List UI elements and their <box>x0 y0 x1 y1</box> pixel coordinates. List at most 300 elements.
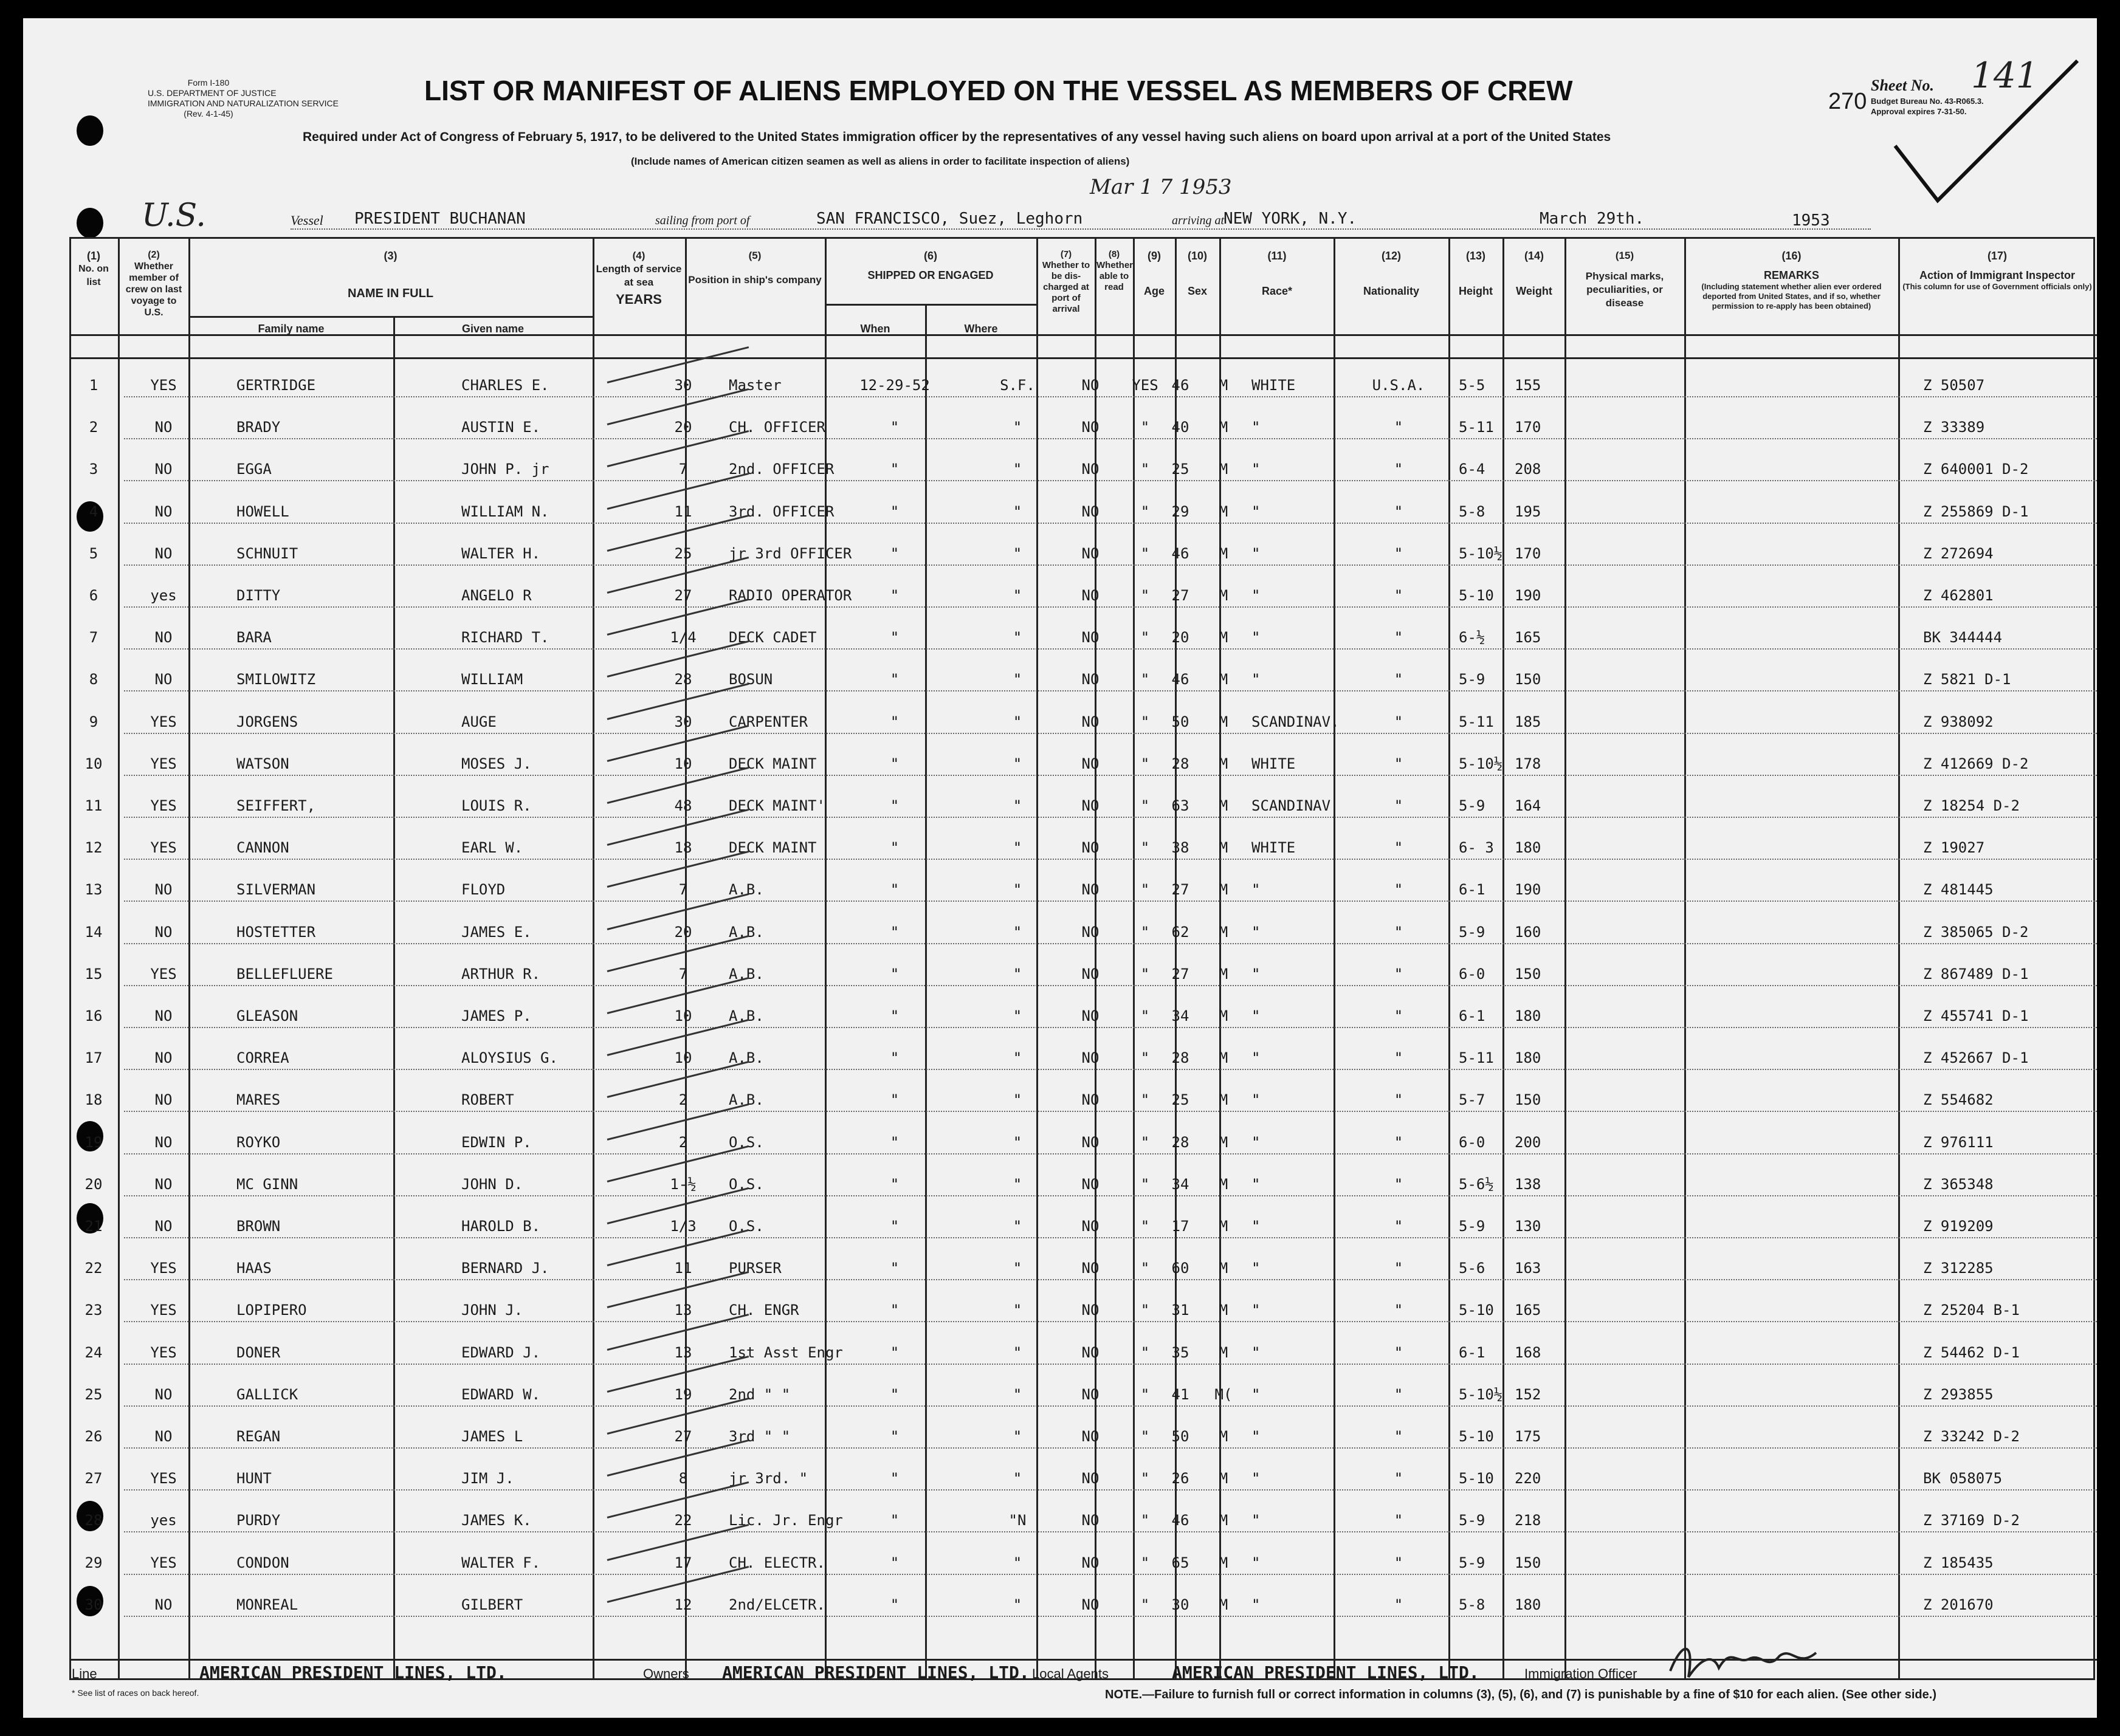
cell-last-voyage: NO <box>154 419 173 436</box>
cell-given-name: AUGE <box>461 713 497 730</box>
table-row <box>69 701 2097 743</box>
cell-age: 63 <box>1171 797 1189 814</box>
cell-discharge: NO <box>1081 1554 1100 1571</box>
cell-given-name: GILBERT <box>461 1596 523 1613</box>
cell-service-length: 2 <box>678 1133 688 1151</box>
cell-age: 65 <box>1171 1554 1189 1571</box>
cell-shipped-where: " <box>1013 629 1022 647</box>
sheet-label: Sheet No. <box>1871 77 1934 94</box>
cell-inspector-action: Z 976111 <box>1923 1133 1994 1151</box>
cell-position: A.B. <box>729 1049 764 1067</box>
cell-family-name: HOWELL <box>236 503 289 520</box>
cell-shipped-when: " <box>890 1596 900 1613</box>
cell-able-to-read: " <box>1140 1470 1150 1487</box>
cell-given-name: EDWIN P. <box>461 1133 532 1151</box>
cell-position: DECK MAINT <box>729 755 817 772</box>
cell-service-length: 2 <box>678 1091 688 1109</box>
cell-shipped-where: " <box>1013 839 1022 857</box>
cell-last-voyage: NO <box>154 1133 173 1151</box>
header-c17: (17) Action of Immigrant Inspector (This column for use of Government officials only) <box>1902 250 2092 291</box>
arrival-year: 1953 <box>1792 211 1830 230</box>
cell-discharge: NO <box>1081 1512 1100 1529</box>
cell-given-name: WILLIAM <box>461 671 523 688</box>
cell-nationality: " <box>1394 1470 1403 1487</box>
cell-position: 3rd. OFFICER <box>729 503 835 520</box>
cell-given-name: ROBERT <box>461 1091 514 1109</box>
header-c13: (13) Height <box>1459 250 1493 297</box>
cell-race: " <box>1251 1596 1261 1613</box>
handwritten-us: U.S. <box>142 197 206 234</box>
cell-weight: 200 <box>1515 1133 1541 1151</box>
cell-shipped-where: " <box>1013 587 1022 604</box>
cell-row-number: 30 <box>84 1596 103 1613</box>
table-row <box>69 869 2097 911</box>
cell-inspector-action: Z 5821 D-1 <box>1923 671 2011 688</box>
cell-service-length: 22 <box>674 1512 692 1529</box>
table-row <box>69 533 2097 575</box>
cell-given-name: RICHARD T. <box>461 629 549 647</box>
cell-shipped-when: " <box>890 965 900 983</box>
cell-inspector-action: Z 37169 D-2 <box>1923 1512 2020 1529</box>
cell-weight: 150 <box>1515 1554 1541 1571</box>
cell-race: " <box>1251 503 1261 520</box>
header-c11: (11) Race* <box>1261 250 1293 297</box>
cell-position: jr 3rd. " <box>729 1470 808 1487</box>
cell-shipped-where: S.F. <box>1000 377 1035 394</box>
cell-position: O.S. <box>729 1175 764 1193</box>
cell-last-voyage: yes <box>150 587 177 604</box>
cell-given-name: FLOYD <box>461 881 506 899</box>
cell-age: 50 <box>1171 1428 1189 1445</box>
page-title: LIST OR MANIFEST OF ALIENS EMPLOYED ON THE VESSEL AS MEMBERS OF CREW <box>424 75 1573 106</box>
cell-inspector-action: Z 312285 <box>1923 1260 1994 1277</box>
cell-row-number: 17 <box>84 1049 103 1067</box>
cell-inspector-action: Z 365348 <box>1923 1175 1994 1193</box>
cell-weight: 180 <box>1515 1596 1541 1613</box>
cell-shipped-when: " <box>890 923 900 941</box>
cell-service-length: 12 <box>674 1596 692 1613</box>
cell-given-name: EDWARD W. <box>461 1385 541 1403</box>
cell-position: CH. ENGR <box>729 1302 799 1319</box>
cell-shipped-when: " <box>890 1343 900 1361</box>
cell-inspector-action: Z 412669 D-2 <box>1923 755 2029 772</box>
races-note: * See list of races on back hereof. <box>72 1688 199 1698</box>
cell-given-name: WALTER H. <box>461 544 541 562</box>
cell-given-name: JIM J. <box>461 1470 514 1487</box>
cell-height: 6-1 <box>1459 1007 1485 1024</box>
cell-discharge: NO <box>1081 1133 1100 1151</box>
cell-discharge: NO <box>1081 503 1100 520</box>
cell-row-number: 27 <box>84 1470 103 1487</box>
cell-weight: 165 <box>1515 1302 1541 1319</box>
cell-nationality: " <box>1394 1133 1403 1151</box>
cell-nationality: " <box>1394 1302 1403 1319</box>
cell-age: 31 <box>1171 1302 1189 1319</box>
cell-last-voyage: YES <box>150 965 177 983</box>
cell-race: " <box>1251 1343 1261 1361</box>
cell-given-name: JAMES L <box>461 1428 523 1445</box>
cell-position: 2nd " " <box>729 1385 791 1403</box>
cell-family-name: SMILOWITZ <box>236 671 316 688</box>
cell-shipped-when: " <box>890 1512 900 1529</box>
cell-able-to-read: " <box>1140 587 1150 604</box>
cell-race: " <box>1251 1133 1261 1151</box>
cell-sex: M <box>1219 419 1228 436</box>
table-row <box>69 953 2097 995</box>
cell-service-length: 10 <box>674 755 692 772</box>
service: IMMIGRATION AND NATURALIZATION SERVICE <box>148 98 339 108</box>
cell-race: " <box>1251 544 1261 562</box>
cell-able-to-read: " <box>1140 1512 1150 1529</box>
header-c3a: Family name <box>258 323 325 335</box>
cell-sex: M <box>1219 965 1228 983</box>
cell-position: RADIO OPERATOR <box>729 587 852 604</box>
cell-shipped-when: " <box>890 1385 900 1403</box>
cell-service-length: 13 <box>674 1343 692 1361</box>
cell-sex: M <box>1219 1302 1228 1319</box>
cell-nationality: " <box>1394 629 1403 647</box>
cell-age: 46 <box>1171 1512 1189 1529</box>
cell-age: 25 <box>1171 461 1189 478</box>
cell-row-number: 16 <box>84 1007 103 1024</box>
cell-discharge: NO <box>1081 1385 1100 1403</box>
cell-given-name: LOUIS R. <box>461 797 532 814</box>
cell-service-length: 20 <box>674 923 692 941</box>
cell-shipped-where: " <box>1013 797 1022 814</box>
cell-family-name: CONDON <box>236 1554 289 1571</box>
cell-height: 5-11 <box>1459 419 1494 436</box>
cell-race: " <box>1251 671 1261 688</box>
cell-shipped-where: " <box>1013 1554 1022 1571</box>
header-c6a: When <box>860 323 890 335</box>
cell-age: 62 <box>1171 923 1189 941</box>
cell-shipped-when: " <box>890 629 900 647</box>
cell-able-to-read: " <box>1140 1596 1150 1613</box>
cell-service-length: 28 <box>674 671 692 688</box>
cell-discharge: NO <box>1081 1007 1100 1024</box>
cell-position: 2nd. OFFICER <box>729 461 835 478</box>
cell-age: 27 <box>1171 881 1189 899</box>
cell-able-to-read: " <box>1140 461 1150 478</box>
cell-able-to-read: " <box>1140 797 1150 814</box>
owners-value: AMERICAN PRESIDENT LINES, LTD. <box>722 1662 1030 1683</box>
cell-row-number: 13 <box>84 881 103 899</box>
cell-race: " <box>1251 587 1261 604</box>
table-row <box>69 407 2097 448</box>
cell-able-to-read: " <box>1140 629 1150 647</box>
cell-given-name: WILLIAM N. <box>461 503 549 520</box>
cell-discharge: NO <box>1081 461 1100 478</box>
cell-last-voyage: NO <box>154 1385 173 1403</box>
cell-inspector-action: Z 19027 <box>1923 839 1985 857</box>
cell-shipped-when: " <box>890 1133 900 1151</box>
cell-able-to-read: " <box>1140 419 1150 436</box>
cell-inspector-action: Z 50507 <box>1923 377 1985 394</box>
cell-family-name: PURDY <box>236 1512 281 1529</box>
cell-service-length: 13 <box>674 1302 692 1319</box>
cell-nationality: " <box>1394 1260 1403 1277</box>
cell-family-name: BELLEFLUERE <box>236 965 333 983</box>
cell-race: " <box>1251 1049 1261 1067</box>
cell-race: " <box>1251 1470 1261 1487</box>
cell-height: 5-9 <box>1459 1554 1485 1571</box>
cell-height: 5-9 <box>1459 797 1485 814</box>
cell-weight: 178 <box>1515 755 1541 772</box>
cell-last-voyage: NO <box>154 1091 173 1109</box>
cell-shipped-when: " <box>890 503 900 520</box>
cell-last-voyage: NO <box>154 1596 173 1613</box>
cell-family-name: MARES <box>236 1091 281 1109</box>
cell-shipped-when: " <box>890 1428 900 1445</box>
cell-family-name: LOPIPERO <box>236 1302 307 1319</box>
cell-race: " <box>1251 461 1261 478</box>
table-row <box>69 1374 2097 1416</box>
cell-shipped-when: " <box>890 1470 900 1487</box>
header-c10: (10) Sex <box>1187 250 1208 297</box>
cell-shipped-when: " <box>890 1175 900 1193</box>
cell-discharge: NO <box>1081 1428 1100 1445</box>
cell-inspector-action: Z 33389 <box>1923 419 1985 436</box>
cell-shipped-when: " <box>890 1260 900 1277</box>
table-row <box>69 1164 2097 1206</box>
cell-inspector-action: Z 919209 <box>1923 1218 1994 1235</box>
cell-shipped-when: " <box>890 461 900 478</box>
cell-position: 2nd/ELCETR. <box>729 1596 825 1613</box>
cell-last-voyage: NO <box>154 544 173 562</box>
header-c16: (16) REMARKS (Including statement whether alien ever ordered deported from United States, and if so, whether permission to re-apply has been obtained) <box>1701 250 1882 310</box>
header-c12: (12) Nationality <box>1363 250 1419 297</box>
cell-nationality: " <box>1394 713 1403 730</box>
cell-race: WHITE <box>1251 377 1296 394</box>
cell-position: PURSER <box>729 1260 782 1277</box>
cell-row-number: 26 <box>84 1428 103 1445</box>
table-row <box>69 1500 2097 1542</box>
cell-row-number: 11 <box>84 797 103 814</box>
cell-discharge: NO <box>1081 544 1100 562</box>
cell-height: 5-6 <box>1459 1260 1485 1277</box>
cell-last-voyage: YES <box>150 377 177 394</box>
arriving-at: NEW YORK, N.Y. <box>1223 210 1357 228</box>
cell-sex: M <box>1219 503 1228 520</box>
cell-discharge: NO <box>1081 1302 1100 1319</box>
cell-shipped-where: " <box>1013 1133 1022 1151</box>
cell-sex: M <box>1219 1470 1228 1487</box>
cell-able-to-read: " <box>1140 965 1150 983</box>
cell-row-number: 7 <box>89 629 98 647</box>
punch-hole <box>77 208 103 238</box>
cell-age: 28 <box>1171 755 1189 772</box>
cell-shipped-when: " <box>890 1554 900 1571</box>
cell-sex: M <box>1219 881 1228 899</box>
cell-last-voyage: NO <box>154 1218 173 1235</box>
cell-row-number: 24 <box>84 1343 103 1361</box>
cell-race: " <box>1251 1385 1261 1403</box>
cell-able-to-read: " <box>1140 1428 1150 1445</box>
officer-label: Immigration Officer <box>1524 1666 1637 1681</box>
cell-nationality: " <box>1394 1049 1403 1067</box>
cell-last-voyage: YES <box>150 755 177 772</box>
cell-service-length: 1/4 <box>670 629 697 647</box>
cell-race: " <box>1251 1007 1261 1024</box>
cell-family-name: REGAN <box>236 1428 281 1445</box>
cell-nationality: " <box>1394 839 1403 857</box>
cell-last-voyage: YES <box>150 713 177 730</box>
cell-last-voyage: NO <box>154 1428 173 1445</box>
cell-position: A.B. <box>729 965 764 983</box>
cell-family-name: WATSON <box>236 755 289 772</box>
cell-age: 38 <box>1171 839 1189 857</box>
cell-nationality: " <box>1394 587 1403 604</box>
cell-sex: M <box>1219 755 1228 772</box>
cell-service-length: 7 <box>678 881 688 899</box>
cell-able-to-read: " <box>1140 1343 1150 1361</box>
cell-shipped-where: " <box>1013 1596 1022 1613</box>
cell-service-length: 10 <box>674 1049 692 1067</box>
cell-sex: M( <box>1214 1385 1233 1403</box>
cell-discharge: NO <box>1081 1175 1100 1193</box>
manifest-sheet <box>23 18 2097 1718</box>
cell-height: 5-7 <box>1459 1091 1485 1109</box>
cell-shipped-when: " <box>890 755 900 772</box>
header-c9: (9) Age <box>1143 250 1165 297</box>
cell-family-name: SILVERMAN <box>236 881 316 899</box>
cell-height: 6- 3 <box>1459 839 1494 857</box>
cell-race: " <box>1251 1091 1261 1109</box>
header-c6b: Where <box>964 323 998 335</box>
cell-sex: M <box>1219 1343 1228 1361</box>
cell-sex: M <box>1219 1007 1228 1024</box>
cell-nationality: " <box>1394 419 1403 436</box>
cell-able-to-read: " <box>1140 1007 1150 1024</box>
cell-shipped-when: " <box>890 544 900 562</box>
cell-given-name: JOHN D. <box>461 1175 523 1193</box>
cell-position: CH. ELECTR. <box>729 1554 825 1571</box>
budget-number: Budget Bureau No. 43-R065.3. <box>1871 97 1984 106</box>
cell-service-length: 18 <box>674 839 692 857</box>
cell-position: DECK MAINT' <box>729 797 825 814</box>
cell-last-voyage: YES <box>150 1470 177 1487</box>
table-row <box>69 995 2097 1037</box>
table-row <box>69 365 2097 407</box>
header-c3b: Given name <box>461 323 525 335</box>
cell-inspector-action: Z 452667 D-1 <box>1923 1049 2029 1067</box>
cell-height: 5-9 <box>1459 671 1485 688</box>
cell-service-length: 8 <box>678 1470 688 1487</box>
cell-shipped-where: " <box>1013 419 1022 436</box>
cell-able-to-read: " <box>1140 1302 1150 1319</box>
cell-shipped-where: " <box>1013 1091 1022 1109</box>
cell-age: 50 <box>1171 713 1189 730</box>
table-row <box>69 743 2097 785</box>
cell-last-voyage: YES <box>150 1554 177 1571</box>
table-row <box>69 1247 2097 1289</box>
cell-able-to-read: " <box>1140 1133 1150 1151</box>
cell-weight: 168 <box>1515 1343 1541 1361</box>
cell-inspector-action: BK 058075 <box>1923 1470 2003 1487</box>
cell-age: 26 <box>1171 1470 1189 1487</box>
vessel-label: Vessel <box>291 213 323 228</box>
cell-shipped-when: " <box>890 671 900 688</box>
cell-height: 5-10 <box>1459 587 1494 604</box>
cell-age: 41 <box>1171 1385 1189 1403</box>
cell-family-name: SCHNUIT <box>236 544 298 562</box>
header-c5: (5) Position in ship's company <box>688 250 822 286</box>
cell-service-length: 30 <box>674 713 692 730</box>
cell-race: " <box>1251 629 1261 647</box>
cell-last-voyage: NO <box>154 881 173 899</box>
cell-family-name: GERTRIDGE <box>236 377 316 394</box>
cell-given-name: BERNARD J. <box>461 1260 549 1277</box>
cell-family-name: GLEASON <box>236 1007 298 1024</box>
cell-row-number: 22 <box>84 1260 103 1277</box>
cell-row-number: 12 <box>84 839 103 857</box>
cell-race: " <box>1251 923 1261 941</box>
cell-family-name: MC GINN <box>236 1175 298 1193</box>
cell-sex: M <box>1219 1554 1228 1571</box>
cell-given-name: JOHN J. <box>461 1302 523 1319</box>
cell-shipped-where: " <box>1013 1343 1022 1361</box>
cell-row-number: 23 <box>84 1302 103 1319</box>
cell-nationality: " <box>1394 544 1403 562</box>
cell-row-number: 18 <box>84 1091 103 1109</box>
cell-race: " <box>1251 965 1261 983</box>
cell-row-number: 19 <box>84 1133 103 1151</box>
cell-given-name: JOHN P. jr <box>461 461 549 478</box>
cell-age: 35 <box>1171 1343 1189 1361</box>
voyage-underline <box>291 228 1871 230</box>
header-c4: (4) Length of service at sea YEARS <box>596 250 682 307</box>
table-row <box>69 1458 2097 1500</box>
cell-last-voyage: NO <box>154 1049 173 1067</box>
cell-shipped-when: " <box>890 419 900 436</box>
handwritten-date: Mar 1 7 1953 <box>1090 175 1232 199</box>
cell-able-to-read: YES <box>1132 377 1158 394</box>
cell-discharge: NO <box>1081 881 1100 899</box>
cell-weight: 208 <box>1515 461 1541 478</box>
cell-discharge: NO <box>1081 419 1100 436</box>
cell-sex: M <box>1219 923 1228 941</box>
cell-inspector-action: BK 344444 <box>1923 629 2003 647</box>
cell-able-to-read: " <box>1140 1385 1150 1403</box>
cell-sex: M <box>1219 1596 1228 1613</box>
cell-race: " <box>1251 881 1261 899</box>
cell-age: 28 <box>1171 1049 1189 1067</box>
table-row <box>69 1584 2097 1626</box>
cell-shipped-when: " <box>890 839 900 857</box>
table-row <box>69 1206 2097 1247</box>
cell-given-name: AUSTIN E. <box>461 419 541 436</box>
cell-shipped-when: " <box>890 587 900 604</box>
cell-age: 60 <box>1171 1260 1189 1277</box>
cell-given-name: ARTHUR R. <box>461 965 541 983</box>
cell-nationality: " <box>1394 797 1403 814</box>
cell-row-number: 20 <box>84 1175 103 1193</box>
cell-position: DECK CADET <box>729 629 817 647</box>
sailing-label: sailing from port of <box>655 214 750 227</box>
header-c15: (15) Physical marks, peculiarities, or disease <box>1585 250 1664 309</box>
cell-row-number: 29 <box>84 1554 103 1571</box>
line-label: Line <box>72 1666 97 1681</box>
cell-position: BOSUN <box>729 671 773 688</box>
cell-last-voyage: NO <box>154 503 173 520</box>
cell-last-voyage: NO <box>154 1007 173 1024</box>
cell-service-length: 27 <box>674 587 692 604</box>
cell-service-length: 25 <box>674 544 692 562</box>
cell-weight: 152 <box>1515 1385 1541 1403</box>
cell-family-name: GALLICK <box>236 1385 298 1403</box>
cell-position: Lic. Jr. Engr <box>729 1512 843 1529</box>
cell-service-length: 20 <box>674 419 692 436</box>
